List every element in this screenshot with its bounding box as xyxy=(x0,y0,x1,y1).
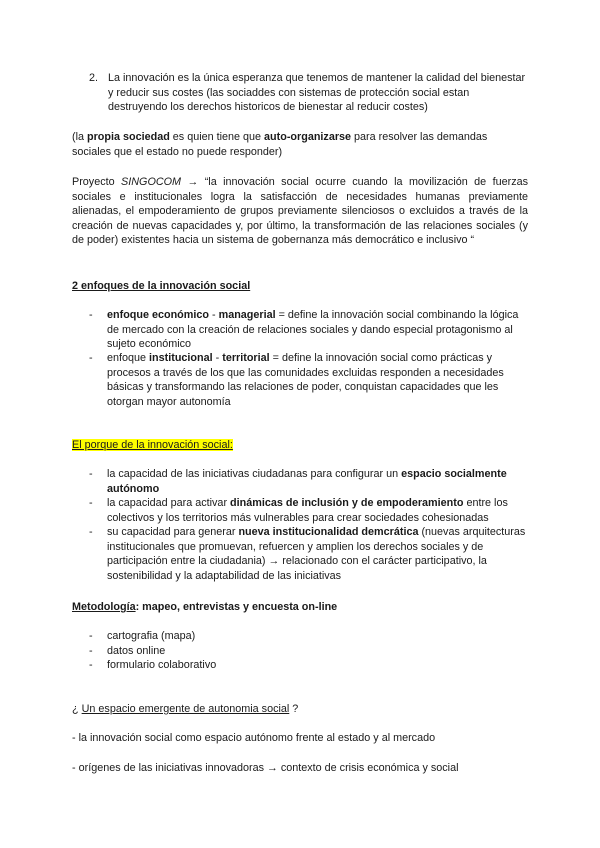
metodologia-label: Metodología xyxy=(72,601,136,613)
question-close: ? xyxy=(289,703,299,715)
nueva-institucionalidad: nueva institucionalidad demcrática xyxy=(238,526,419,538)
note-bold-auto-organizarse: auto-organizarse xyxy=(264,131,352,143)
porque-item-3 xyxy=(89,525,529,583)
institucional-label: institucional xyxy=(149,352,213,364)
metodologia-item-1 xyxy=(89,629,529,644)
note-text-3: para resolver las demandas sociales que el estado no puede responder) xyxy=(72,131,488,158)
enfoque-economico-item xyxy=(89,308,529,352)
item-text: La innovación es la única esperanza que tenemos de mantener la calidad del bienestar y reducir sus costes (las sociaddes con sistemas de protección social estan destruyendo los derechos historicos de bienestar al reducir costes) xyxy=(108,72,526,114)
bullet-dash: - xyxy=(89,352,93,364)
enfoque-institucional-prefix: enfoque xyxy=(107,352,150,364)
metodologia-item-2 xyxy=(89,644,529,659)
item-number: 2. xyxy=(89,72,99,84)
espacio-question xyxy=(72,702,528,717)
enfoque-institucional-text: = define la innovación social como prácticas y procesos a través de los que las comunidades excluidas responden a necesidades básicas y transformando las relaciones de poder, conquistan capacidades que les otorgan mayor autonomía xyxy=(107,352,504,408)
proyecto-name: SINGOCOM xyxy=(121,176,182,188)
bullet-dash: - xyxy=(89,526,93,538)
proyecto-paragraph xyxy=(72,175,528,248)
proyecto-arrow: → xyxy=(181,176,205,188)
porque-heading-text: El porque de la innovación social: xyxy=(72,439,233,451)
territorial-label: territorial xyxy=(222,352,270,364)
porque-item-2 xyxy=(89,496,529,525)
proyecto-quote: “la innovación social ocurre cuando la movilización de fuerzas sociales e institucionales logra la satisfacción de necesidades humanas previamente alienadas, el empoderamiento de grupos previamente silenciosos o excluidos a través de la creación de nuevas capacidades y, por último, la transformación de las relaciones sociales (y de poder) existentes hacia un sistema de gobernanza más democrático e inclusivo “ xyxy=(72,176,529,247)
metodologia-item-text: cartografia (mapa) xyxy=(107,630,196,642)
metodologia-item-3 xyxy=(89,658,529,673)
bullet-dash: - xyxy=(89,659,93,672)
separator: - xyxy=(208,309,219,321)
metodologia-heading xyxy=(72,600,528,615)
enfoques-heading-text: 2 enfoques de la innovación social xyxy=(72,280,251,292)
porque-item-2-prefix: la capacidad para activar xyxy=(107,497,231,509)
metodologia-text: : mapeo, entrevistas y encuesta on-line xyxy=(135,601,338,613)
note-bold-propia-sociedad: propia sociedad xyxy=(87,131,170,143)
enfoques-heading xyxy=(72,279,528,294)
bullet-dash: - xyxy=(89,468,93,480)
porque-item-1 xyxy=(89,467,529,496)
porque-item-3-text: (nuevas arquitecturas institucionales que promuevan, refuercen y amplien los derechos sociales y de participación entre la ciudadania) → relacionado con el carácter participativo, la sostenibilidad y la adaptabilidad de las iniciativas xyxy=(107,526,526,582)
metodologia-item-text: formulario colaborativo xyxy=(107,659,217,672)
espacio-line-1: - la innovación social como espacio autónomo frente al estado y al mercado xyxy=(72,732,436,744)
enfoque-institucional-item xyxy=(89,351,529,409)
note-paragraph xyxy=(72,130,528,159)
bullet-dash: - xyxy=(89,309,93,321)
porque-item-2-text: entre los colectivos y los territorios más vulnerables para crear sociedades cohesionadas xyxy=(107,497,508,524)
porque-item-3-prefix: su capacidad para generar xyxy=(107,526,239,538)
enfoque-economico-label: enfoque económico xyxy=(107,309,209,321)
note-text-2: es quien tiene que xyxy=(169,131,265,143)
enfoque-economico-text: = define la innovación social combinando la lógica de mercado con la creación de relaciones sociales y dando especial protagonismo al sujeto económico xyxy=(107,309,519,351)
question-open: ¿ xyxy=(72,703,82,715)
proyecto-prefix: Proyecto xyxy=(72,176,122,188)
question-text: Un espacio emergente de autonomia social xyxy=(81,703,290,715)
bullet-dash: - xyxy=(89,497,93,509)
numbered-item xyxy=(89,71,529,115)
bullet-dash: - xyxy=(89,630,93,642)
espacio-line-2: - orígenes de las iniciativas innovadoras → contexto de crisis económica y social xyxy=(72,762,459,774)
porque-heading xyxy=(72,438,528,453)
note-text-1: (la xyxy=(72,131,87,143)
espacio-socialmente-autonomo: espacio socialmente autónomo xyxy=(107,468,507,495)
metodologia-item-text: datos online xyxy=(107,644,166,657)
dinamicas-inclusion: dinámicas de inclusión y de empoderamiento xyxy=(230,497,464,509)
managerial-label: managerial xyxy=(218,309,276,321)
bullet-dash: - xyxy=(89,644,93,657)
separator: - xyxy=(212,352,223,364)
porque-item-1-text: la capacidad de las iniciativas ciudadanas para configurar un xyxy=(107,468,402,480)
